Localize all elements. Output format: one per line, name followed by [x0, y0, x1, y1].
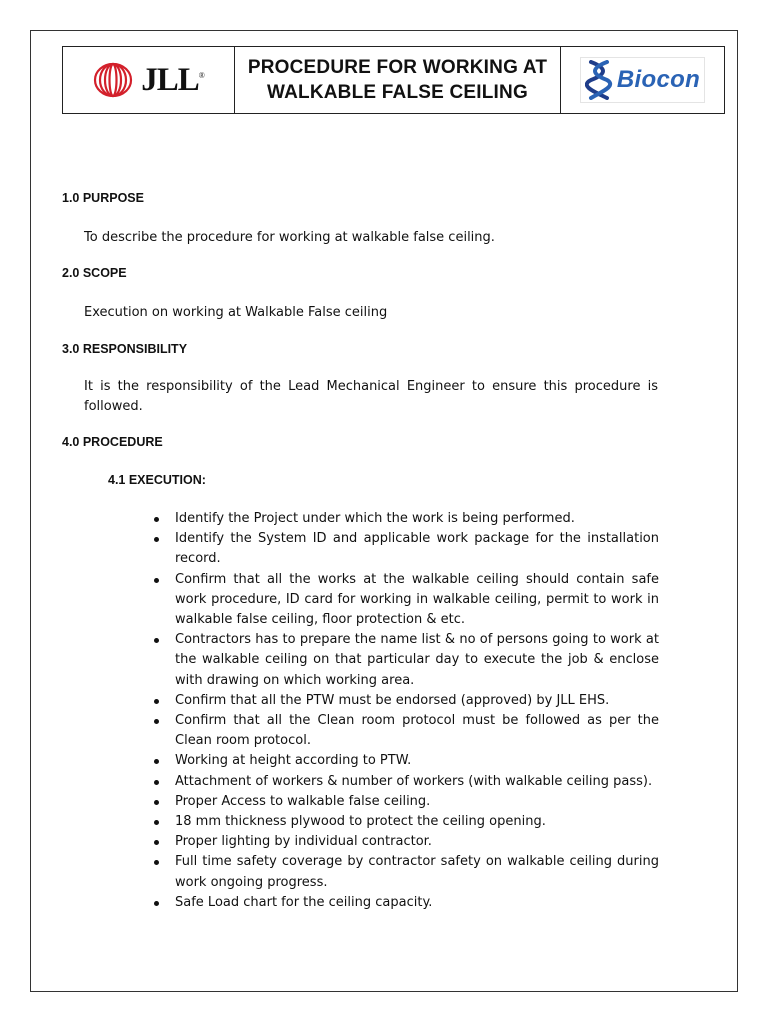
header-right-cell [561, 47, 724, 113]
scope-heading: 2.0 SCOPE [62, 266, 127, 280]
list-item: Confirm that all the works at the walkable ceiling should contain safe work procedure, ID card for working in walkable ceiling, permit to work in walkable false ceiling, floor protection & etc. [151, 570, 659, 631]
list-item: Safe Load chart for the ceiling capacity. [151, 893, 659, 913]
document-title: PROCEDURE FOR WORKING AT WALKABLE FALSE CEILING [247, 57, 548, 103]
header-left-cell [63, 47, 235, 113]
list-item: Contractors has to prepare the name list & no of persons going to work at the walkable ceiling on that particular day to execute the job & enclose with drawing on which working area. [151, 630, 659, 691]
document-header [62, 46, 725, 114]
header-title-cell [235, 47, 561, 113]
list-item: Working at height according to PTW. [151, 751, 659, 771]
list-item: 18 mm thickness plywood to protect the ceiling opening. [151, 812, 659, 832]
execution-list [151, 509, 659, 913]
execution-subheading: 4.1 EXECUTION: [108, 473, 206, 487]
jll-wordmark: JLL® [141, 61, 204, 98]
responsibility-heading: 3.0 RESPONSIBILITY [62, 342, 188, 356]
responsibility-text: It is the responsibility of the Lead Mechanical Engineer to ensure this procedure is followed. [84, 379, 658, 414]
purpose-heading: 1.0 PURPOSE [62, 191, 144, 205]
list-item: Proper Access to walkable false ceiling. [151, 792, 659, 812]
biocon-logo [580, 57, 705, 103]
biocon-dna-icon [585, 60, 613, 100]
jll-logo-mark-icon [93, 62, 133, 98]
list-item: Full time safety coverage by contractor safety on walkable ceiling during work ongoing progress. [151, 852, 659, 892]
list-item: Confirm that all the PTW must be endorsed (approved) by JLL EHS. [151, 691, 659, 711]
list-item: Identify the Project under which the work is being performed. [151, 509, 659, 529]
purpose-text: To describe the procedure for working at walkable false ceiling. [84, 230, 495, 245]
list-item: Identify the System ID and applicable work package for the installation record. [151, 529, 659, 569]
list-item: Confirm that all the Clean room protocol must be followed as per the Clean room protocol. [151, 711, 659, 751]
list-item: Proper lighting by individual contractor. [151, 832, 659, 852]
jll-logo [93, 62, 204, 99]
list-item: Attachment of workers & number of workers (with walkable ceiling pass). [151, 772, 659, 792]
biocon-wordmark: Biocon [616, 66, 701, 93]
procedure-heading: 4.0 PROCEDURE [62, 435, 163, 449]
scope-text: Execution on working at Walkable False ceiling [84, 305, 388, 320]
